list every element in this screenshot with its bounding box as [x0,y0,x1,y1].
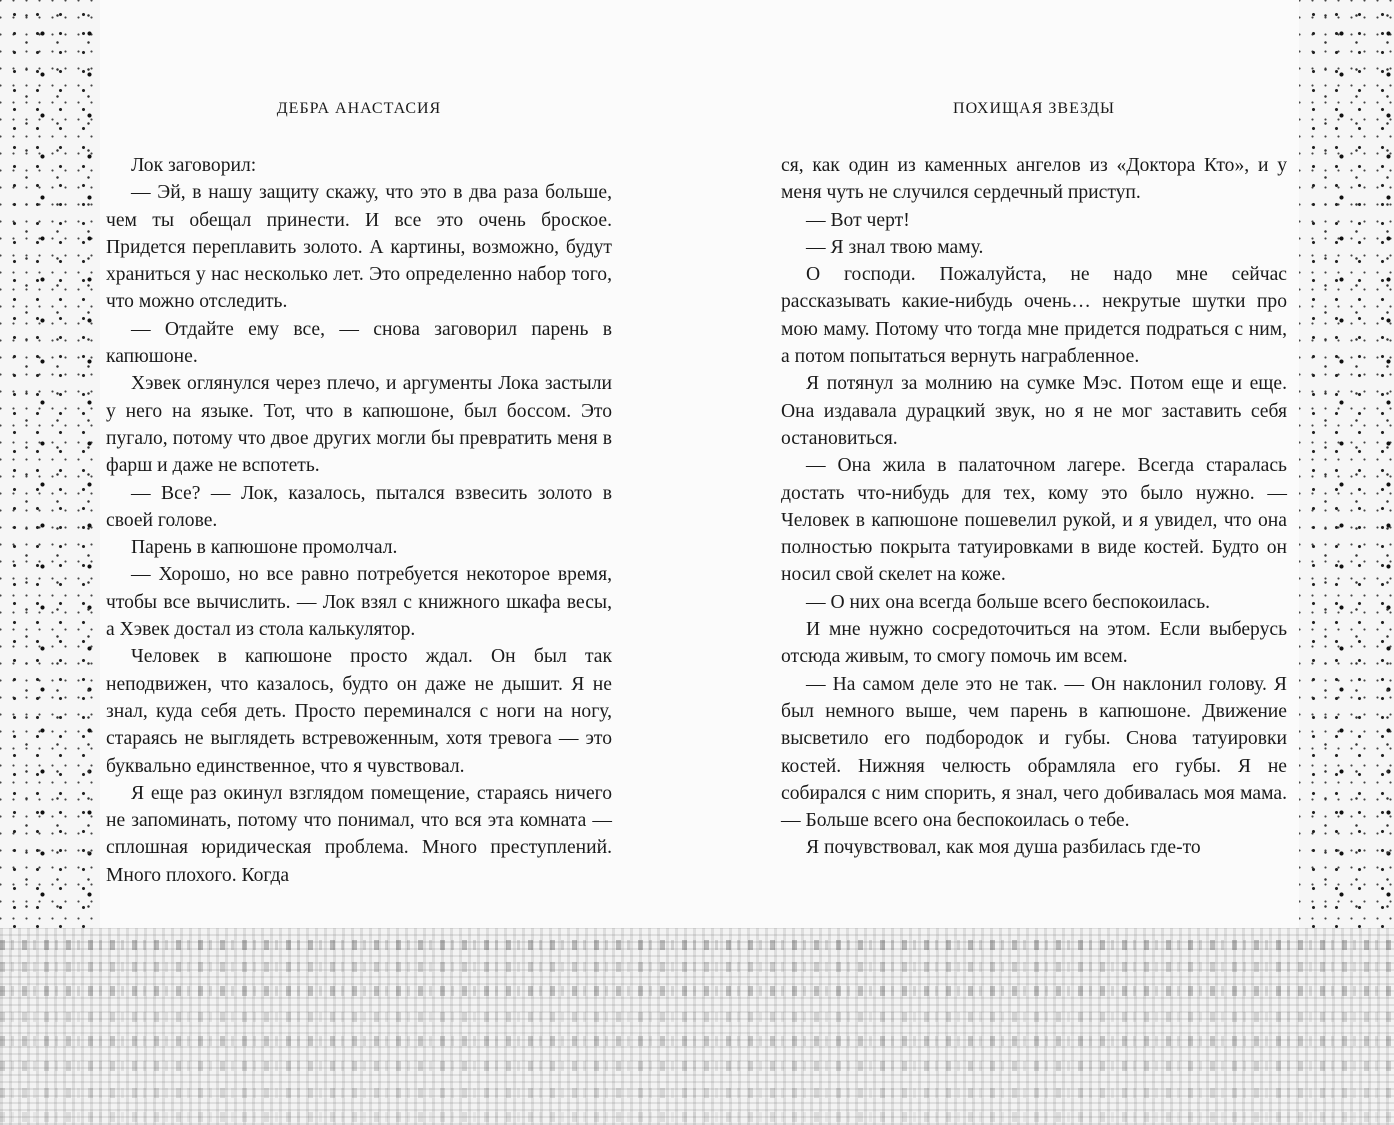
paragraph: — На самом деле это не так. — Он наклонил голову. Я был немного выше, чем парень в капюшоне. Движение высветило его подбородок и губы. Снова татуировки костей. Нижняя челюсть обрамляла его губы. Я не собирался с ним спорить, я знал, чего добивалась моя мама. — Больше всего она беспокоилась о тебе. [781,673,1287,832]
paragraph: — Она жила в палаточном лагере. Всегда старалась достать что-нибудь для тех, кому это было нужно. — Человек в капюшоне пошевелил рукой, и я увидел, что она полностью покрыта татуировками в виде костей. Будто он носил свой скелет на коже. [781,455,1287,586]
paragraph: Хэвек оглянулся через плечо, и аргументы Лока застыли у него на языке. Тот, что в капюшоне, был боссом. Это пугало, потому что двое других могли бы превратить меня в фарш и даже не вспотеть. [106,373,612,477]
paragraph: — Хорошо, но все равно потребуется некоторое время, чтобы все вычислить. — Лок взял с книжного шкафа весы, а Хэвек достал из стола калькулятор. [106,564,612,641]
paragraph: Я почувствовал, как моя душа разбилась где-то [806,837,1201,859]
running-head-left: ДЕБРА АНАСТАСИЯ [276,100,442,117]
paragraph: — Отдайте ему все, — снова заговорил парень в капюшоне. [106,318,612,368]
paragraph: — О них она всегда больше всего беспокоилась. [806,591,1211,613]
paragraph: Я еще раз окинул взглядом помещение, стараясь ничего не запоминать, потому что понимал, что вся эта комната — сплошная юридическая проблема. Много преступлений. Много плохого. Когда [106,782,612,886]
paragraph: И мне нужно сосредоточиться на этом. Если выберусь отсюда живым, то смогу помочь им всем. [781,619,1287,668]
paragraph: Лок заговорил: [131,155,257,176]
paragraph: ся, как один из каменных ангелов из «Доктора Кто», и у меня чуть не случился сердечный приступ. [781,155,1287,204]
left-page-body [106,152,612,889]
paragraph: Человек в капюшоне просто ждал. Он был так неподвижен, что казалось, будто он даже не дышит. Я не знал, куда себя деть. Просто переминался с ноги на ногу, стараясь не выглядеть встревоженным, хотя тревога — это буквально единственное, что я чувствовал. [106,646,612,777]
paragraph: — Эй, в нашу защиту скажу, что это в два раза больше, чем ты обещал принести. И все это очень броское. Придется переплавить золото. А картины, возможно, будут храниться у нас несколько лет. Это определенно набор того, что можно отследить. [106,182,612,313]
paragraph: — Вот черт! [806,209,910,231]
right-page [781,100,1287,862]
paragraph: О господи. Пожалуйста, не надо мне сейчас рассказывать какие-нибудь очень… некрутые шутки про мою маму. Потому что тогда мне придется подраться с ним, а потом попытаться вернуть награбленное. [781,264,1287,368]
running-head-right: ПОХИЩАЯ ЗВЕЗДЫ [953,100,1115,117]
paragraph: — Я знал твою маму. [806,236,984,258]
scan-noise-band [0,928,1394,1125]
paragraph: — Все? — Лок, казалось, пытался взвесить золото в своей голове. [106,482,612,531]
left-page [106,100,612,889]
paragraph: Я потянул за молнию на сумке Мэс. Потом еще и еще. Она издавала дурацкий звук, но я не мог заставить себя остановиться. [781,373,1287,449]
paragraph: Парень в капюшоне промолчал. [131,537,398,559]
right-page-body [781,152,1287,862]
